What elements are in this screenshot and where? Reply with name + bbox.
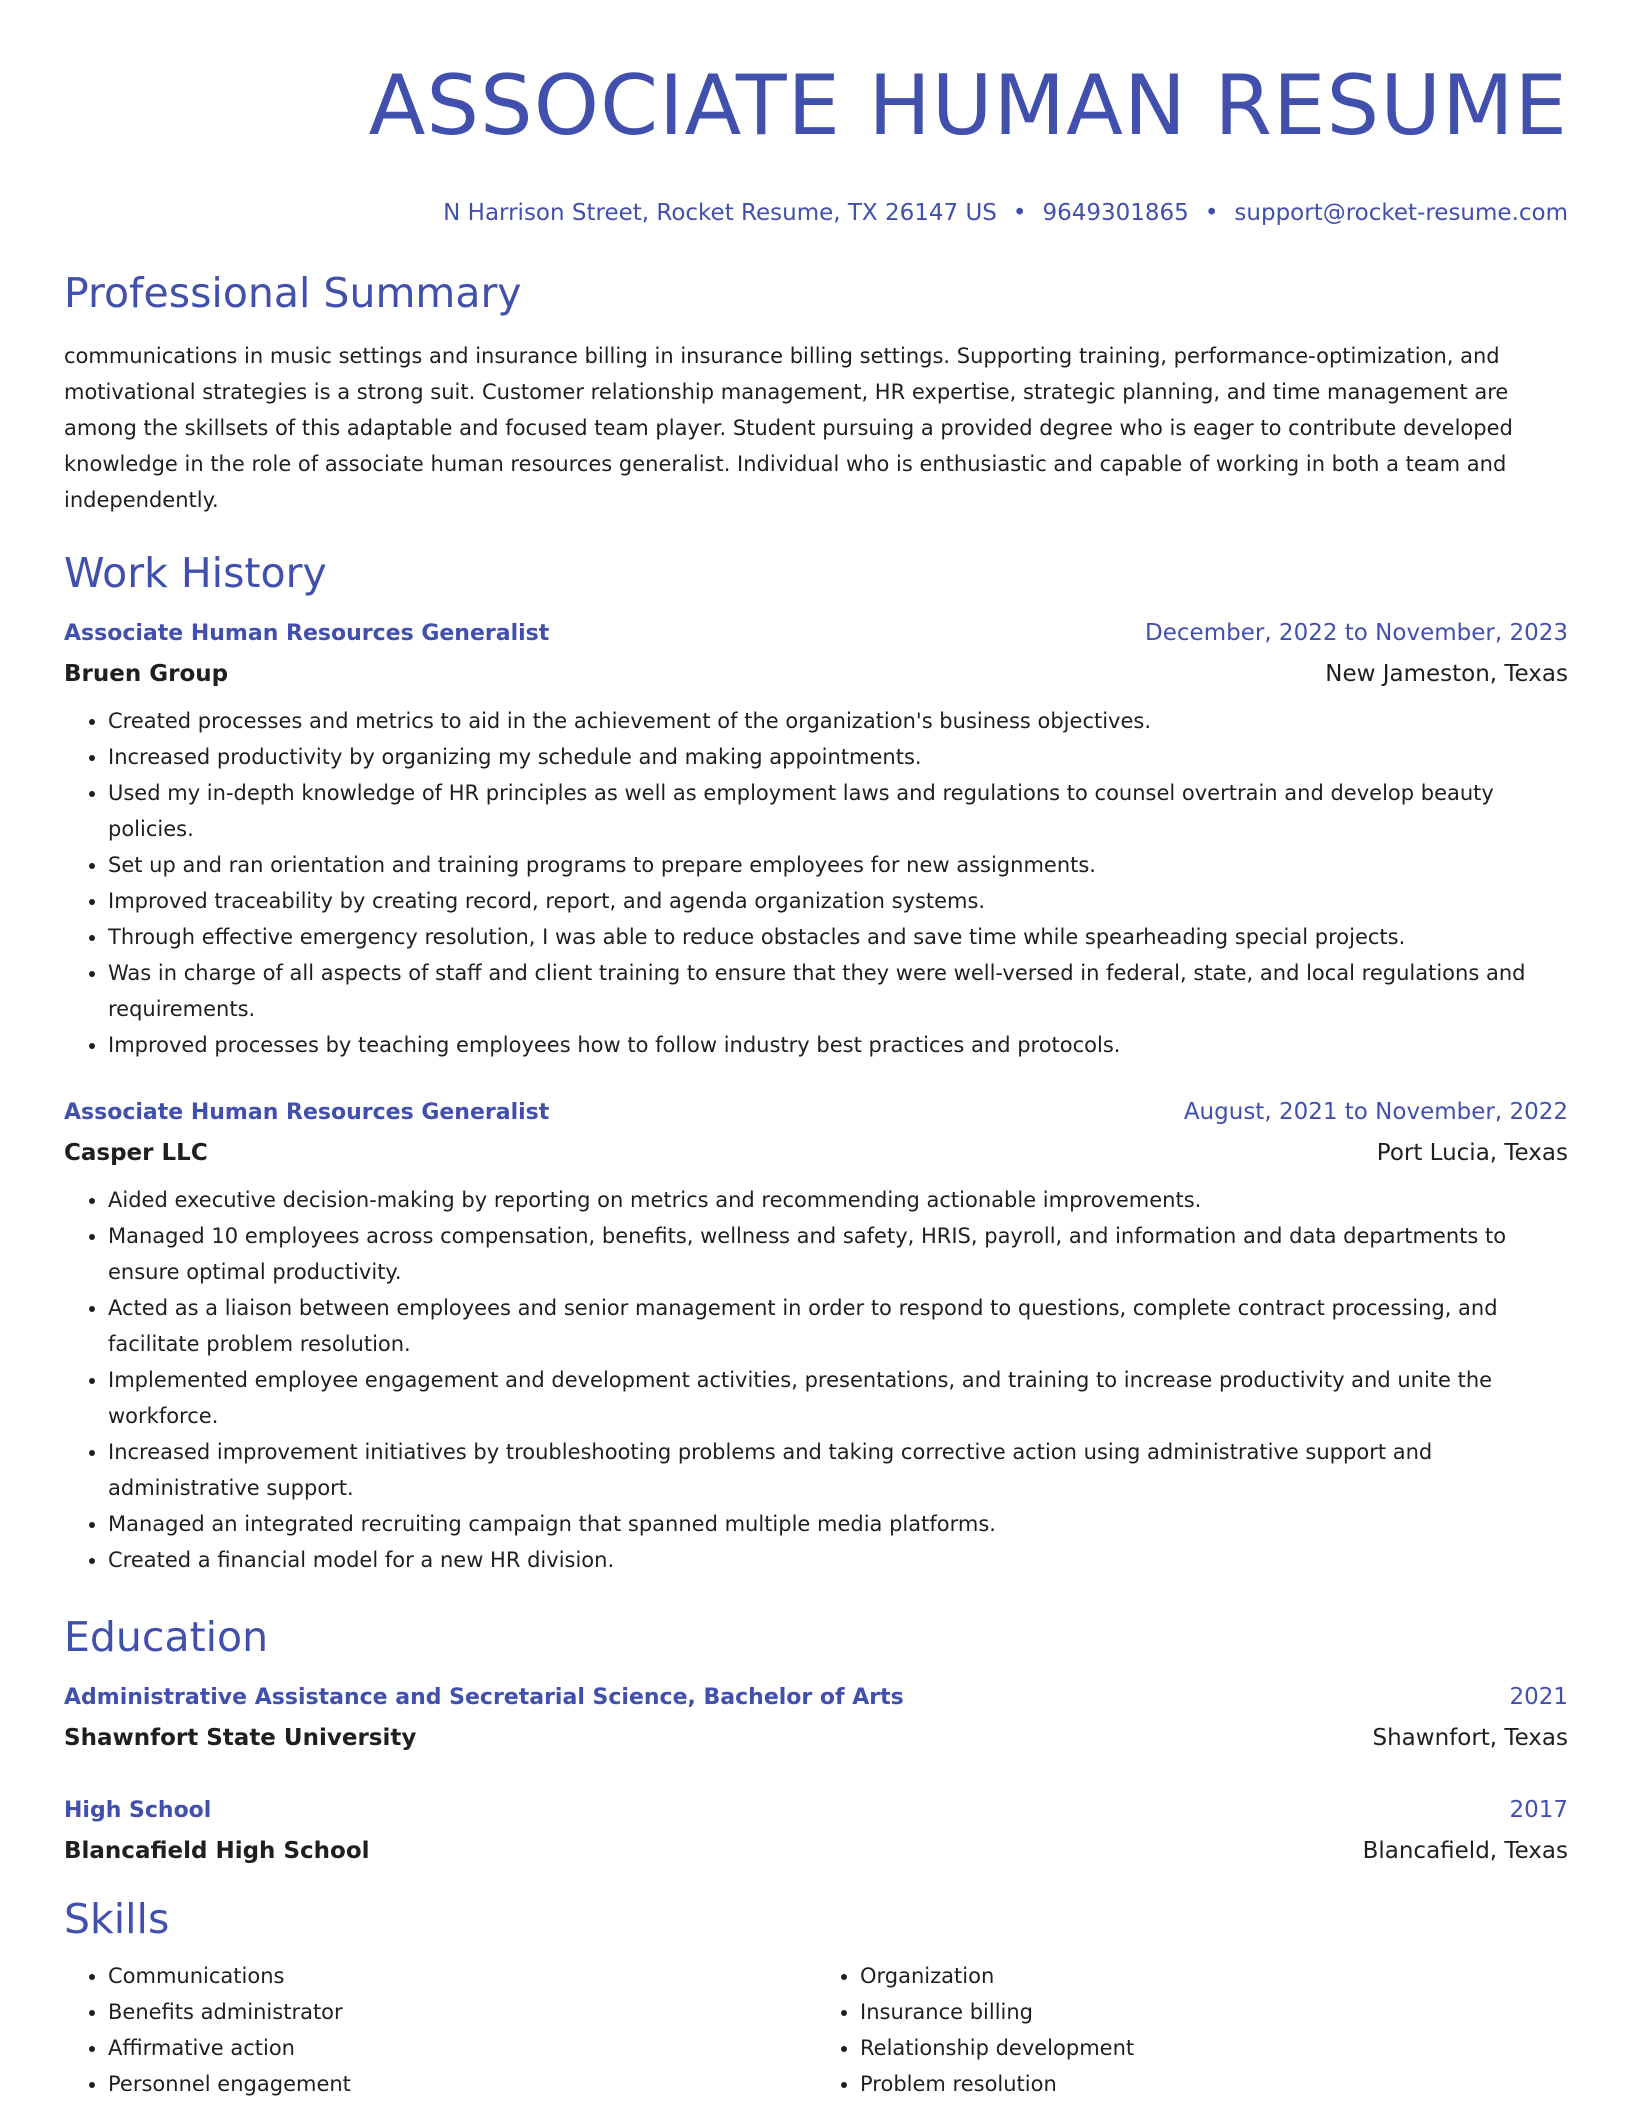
job-bullets [64, 703, 1568, 1063]
education-degree-row [64, 1795, 1568, 1826]
education-degree: Administrative Assistance and Secretarial Science, Bachelor of Arts [64, 1685, 904, 1710]
job-title-row [64, 1097, 1568, 1128]
contact-phone: 9649301865 [1042, 200, 1189, 226]
education-entry [64, 1682, 1568, 1753]
education-year: 2017 [1509, 1797, 1568, 1823]
education-heading: Education [64, 1613, 269, 1661]
job-location: Port Lucia, Texas [1376, 1140, 1568, 1166]
job-bullet: • Was in charge of all aspects of staff and client training to ensure that they were well-versed in federal, state, and local regulations and requirements. [108, 955, 1568, 1027]
education-location: Blancafield, Texas [1362, 1838, 1568, 1864]
job-dates: December, 2022 to November, 2023 [1145, 620, 1568, 646]
job-bullet: • Through effective emergency resolution, I was able to reduce obstacles and save time while spearheading special projects. [108, 919, 1568, 955]
job-bullet: • Improved traceability by creating record, report, and agenda organization systems. [108, 883, 1568, 919]
skills-heading: Skills [64, 1895, 170, 1943]
skills-list-right [816, 1958, 1568, 2102]
job-company-row [64, 659, 1568, 689]
summary-text: communications in music settings and insurance billing in insurance billing settings. Supporting training, performance-optimization, and motivational strategies is a strong suit. Customer relationship management, HR expertise, strategic planning, and time management are among the skillsets of this adaptable and focused team player. Student pursuing a provided degree who is eager to contribute developed knowledge in the role of associate human resources generalist. Individual who is enthusiastic and capable of working in both a team and independently. [64, 344, 1513, 512]
job-company: Casper LLC [64, 1140, 208, 1166]
skill-item: • Organization [860, 1958, 1568, 1994]
education-degree-row [64, 1682, 1568, 1713]
summary-heading: Professional Summary [64, 269, 522, 317]
skill-item: • Affirmative action [108, 2030, 816, 2066]
education-school: Blancafield High School [64, 1838, 370, 1864]
contact-address: N Harrison Street, Rocket Resume, TX 26147 US [443, 200, 997, 226]
education-school-row [64, 1836, 1568, 1866]
education-year: 2021 [1509, 1684, 1568, 1710]
job-bullet: • Increased improvement initiatives by troubleshooting problems and taking corrective action using administrative support and administrative support. [108, 1434, 1568, 1506]
job-bullet: • Used my in-depth knowledge of HR principles as well as employment laws and regulations to counsel overtrain and develop beauty policies. [108, 775, 1568, 847]
job-bullet: • Created processes and metrics to aid in the achievement of the organization's business objectives. [108, 703, 1568, 739]
job-title: Associate Human Resources Generalist [64, 1100, 550, 1125]
job-title: Associate Human Resources Generalist [64, 621, 550, 646]
job-company-row [64, 1138, 1568, 1168]
job-bullet: • Managed an integrated recruiting campaign that spanned multiple media platforms. [108, 1506, 1568, 1542]
job-bullet: • Aided executive decision-making by reporting on metrics and recommending actionable improvements. [108, 1182, 1568, 1218]
job-company: Bruen Group [64, 661, 229, 687]
job-location: New Jameston, Texas [1325, 661, 1568, 687]
job-entry [64, 618, 1568, 1063]
education-school: Shawnfort State University [64, 1725, 417, 1751]
job-bullet: • Created a financial model for a new HR division. [108, 1542, 1568, 1578]
skill-item: • Personnel engagement [108, 2066, 816, 2102]
job-bullet: • Improved processes by teaching employees how to follow industry best practices and protocols. [108, 1027, 1568, 1063]
contact-separator: • [1012, 200, 1027, 226]
job-bullet: • Increased productivity by organizing my schedule and making appointments. [108, 739, 1568, 775]
job-entry [64, 1097, 1568, 1578]
education-degree: High School [64, 1798, 212, 1823]
contact-line [64, 198, 1568, 228]
education-location: Shawnfort, Texas [1372, 1725, 1568, 1751]
education-entry [64, 1795, 1568, 1866]
job-bullet: • Set up and ran orientation and training programs to prepare employees for new assignments. [108, 847, 1568, 883]
work-history-heading: Work History [64, 549, 327, 597]
skills-list-left [64, 1958, 816, 2102]
job-bullet: • Implemented employee engagement and development activities, presentations, and training to increase productivity and unite the workforce. [108, 1362, 1568, 1434]
contact-email: support@rocket-resume.com [1234, 200, 1568, 226]
skill-item: • Insurance billing [860, 1994, 1568, 2030]
job-title-row [64, 618, 1568, 649]
job-bullet: • Managed 10 employees across compensation, benefits, wellness and safety, HRIS, payroll, and information and data departments to ensure optimal productivity. [108, 1218, 1568, 1290]
skill-item: • Problem resolution [860, 2066, 1568, 2102]
contact-separator: • [1204, 200, 1219, 226]
education-school-row [64, 1723, 1568, 1753]
job-bullet: • Acted as a liaison between employees and senior management in order to respond to questions, complete contract processing, and facilitate problem resolution. [108, 1290, 1568, 1362]
resume-title: ASSOCIATE HUMAN RESUME [368, 57, 1568, 154]
skill-item: • Benefits administrator [108, 1994, 816, 2030]
job-dates: August, 2021 to November, 2022 [1183, 1099, 1568, 1125]
skills-grid [64, 1958, 1568, 2102]
skill-item: • Communications [108, 1958, 816, 1994]
skill-item: • Relationship development [860, 2030, 1568, 2066]
job-bullets [64, 1182, 1568, 1578]
